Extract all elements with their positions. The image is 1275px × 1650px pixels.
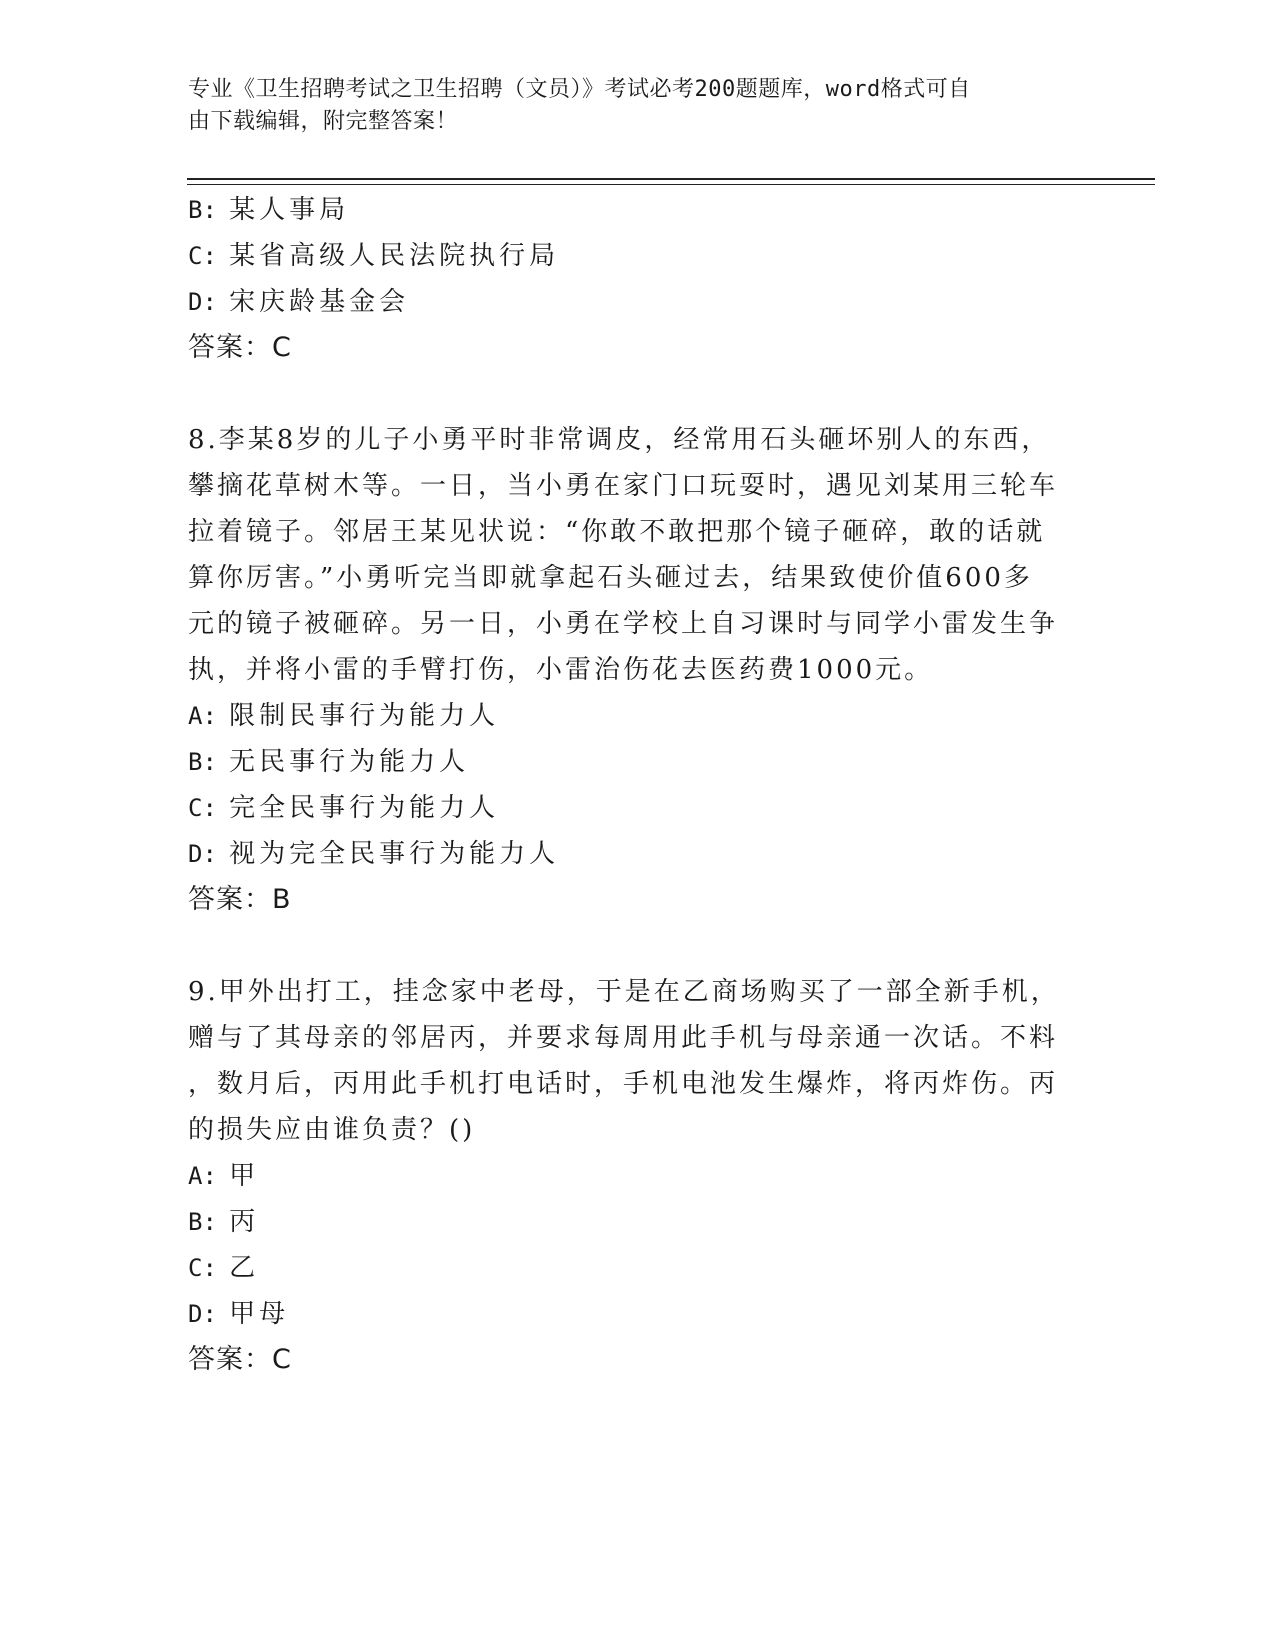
q8-stem-line: 8.李某8岁的儿子小勇平时非常调皮，经常用石头砸坏别人的东西， — [188, 425, 1051, 455]
q8-stem-line: 执，并将小雷的手臂打伤，小雷治伤花去医药费1000元。 — [188, 655, 934, 685]
header-divider-thin — [187, 184, 1155, 185]
option-text: 乙 — [229, 1253, 260, 1283]
q9-stem-line: 的损失应由谁负责？() — [188, 1115, 476, 1145]
q9-answer: 答案：C — [188, 1344, 292, 1375]
q8-stem-line: 元的镜子被砸碎。另一日，小勇在学校上自习课时与同学小雷发生争 — [188, 609, 1059, 639]
q8-stem — [188, 417, 1068, 693]
option-text: 甲 — [229, 1161, 260, 1191]
question-8-block — [188, 417, 1068, 923]
option-letter: B: — [188, 748, 217, 776]
option-text: 完全民事行为能力人 — [229, 793, 500, 823]
q8-stem-line: 攀摘花草树木等。一日，当小勇在家门口玩耍时，遇见刘某用三轮车 — [188, 471, 1059, 501]
option-text: 无民事行为能力人 — [229, 747, 470, 777]
q9-option-d — [188, 1291, 1068, 1337]
option-text: 某省高级人民法院执行局 — [229, 241, 560, 271]
q9-stem — [188, 969, 1068, 1153]
question-7-block — [188, 187, 1068, 371]
option-text: 限制民事行为能力人 — [229, 701, 500, 731]
option-text: 某人事局 — [229, 195, 350, 225]
q7-answer: 答案：C — [188, 332, 292, 363]
spacer — [188, 371, 1068, 417]
q7-option-d — [188, 279, 1068, 325]
q8-option-d — [188, 831, 1068, 877]
option-text: 宋庆龄基金会 — [229, 287, 410, 317]
document-body — [188, 187, 1068, 1383]
q8-option-b — [188, 739, 1068, 785]
q9-stem-line: ，数月后，丙用此手机打电话时，手机电池发生爆炸，将丙炸伤。丙 — [188, 1069, 1059, 1099]
q7-option-b — [188, 187, 1068, 233]
document-header — [188, 74, 1078, 138]
q9-stem-line: 赠与了其母亲的邻居丙，并要求每周用此手机与母亲通一次话。不料 — [188, 1023, 1059, 1053]
q9-option-b — [188, 1199, 1068, 1245]
option-letter: B: — [188, 196, 217, 224]
option-letter: A: — [188, 702, 217, 730]
option-letter: C: — [188, 794, 217, 822]
q7-option-c — [188, 233, 1068, 279]
spacer — [188, 923, 1068, 969]
q8-option-a — [188, 693, 1068, 739]
question-9-block — [188, 969, 1068, 1383]
q8-answer: 答案：B — [188, 884, 292, 915]
header-divider-thick — [187, 178, 1155, 180]
option-letter: C: — [188, 242, 217, 270]
option-text: 丙 — [229, 1207, 260, 1237]
option-letter: C: — [188, 1254, 217, 1282]
option-text: 甲母 — [229, 1299, 290, 1329]
option-letter: D: — [188, 840, 217, 868]
option-letter: D: — [188, 1300, 217, 1328]
q8-option-c — [188, 785, 1068, 831]
q8-stem-line: 拉着镜子。邻居王某见状说：“你敢不敢把那个镜子砸碎，敢的话就 — [188, 517, 1046, 547]
q9-option-a — [188, 1153, 1068, 1199]
q9-stem-line: 9.甲外出打工，挂念家中老母，于是在乙商场购买了一部全新手机， — [188, 977, 1060, 1007]
option-letter: A: — [188, 1162, 217, 1190]
q8-stem-line: 算你厉害。”小勇听完当即就拿起石头砸过去，结果致使价值600多 — [188, 563, 1033, 593]
option-text: 视为完全民事行为能力人 — [229, 839, 560, 869]
q9-option-c — [188, 1245, 1068, 1291]
option-letter: B: — [188, 1208, 217, 1236]
header-line-2: 由下载编辑，附完整答案！ — [188, 109, 459, 134]
option-letter: D: — [188, 288, 217, 316]
header-line-1: 专业《卫生招聘考试之卫生招聘（文员）》考试必考200题题库，word格式可自 — [188, 77, 971, 102]
